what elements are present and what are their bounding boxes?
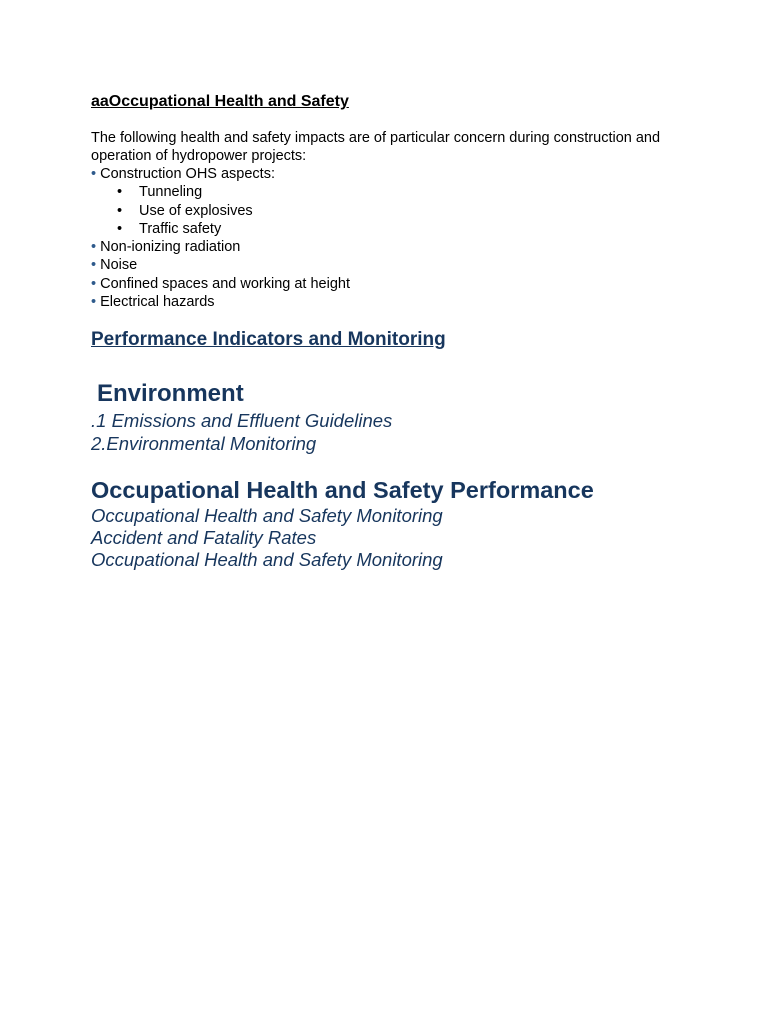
list-item [91, 238, 350, 256]
list-item: Occupational Health and Safety Monitoring [91, 505, 443, 526]
list-item: Accident and Fatality Rates [91, 527, 317, 548]
ohs-performance-heading: Occupational Health and Safety Performance [91, 477, 594, 503]
list-item [91, 165, 350, 238]
construction-ohs-sublist [91, 183, 350, 238]
bullet-icon: • [91, 239, 97, 256]
bullet-icon: • [117, 202, 123, 219]
list-item-label: Tunneling [139, 184, 203, 201]
list-item [117, 202, 350, 220]
list-item-label: Non-ionizing radiation [100, 239, 241, 256]
list-item [91, 256, 350, 274]
bullet-icon: • [91, 257, 97, 274]
list-item-label: Use of explosives [139, 202, 253, 219]
bullet-icon: • [91, 275, 97, 292]
list-item [91, 275, 350, 293]
list-item: Occupational Health and Safety Monitoring [91, 549, 443, 570]
ohs-impact-list [91, 165, 350, 311]
bullet-icon: • [117, 184, 123, 201]
list-item: 2.Environmental Monitoring [91, 433, 317, 454]
list-item-label: Confined spaces and working at height [100, 275, 350, 292]
environment-list [91, 409, 392, 455]
list-item [91, 293, 350, 311]
ohs-intro-paragraph: The following health and safety impacts are of particular concern during construction and operation of hydropower projects: [91, 130, 661, 164]
bullet-icon: • [117, 220, 123, 237]
environment-heading: Environment [97, 380, 244, 407]
ohs-heading: aaOccupational Health and Safety [91, 93, 349, 110]
bullet-icon: • [91, 166, 97, 182]
list-item [117, 183, 350, 201]
list-item [117, 220, 350, 238]
list-item-label: Construction OHS aspects: [100, 166, 275, 182]
list-item: .1 Emissions and Effluent Guidelines [91, 410, 393, 431]
list-item-label: Electrical hazards [100, 294, 215, 311]
performance-indicators-heading: Performance Indicators and Monitoring [91, 329, 446, 350]
ohs-performance-list [91, 505, 443, 571]
bullet-icon: • [91, 294, 97, 311]
list-item-label: Noise [100, 257, 138, 274]
list-item-label: Traffic safety [139, 220, 222, 237]
